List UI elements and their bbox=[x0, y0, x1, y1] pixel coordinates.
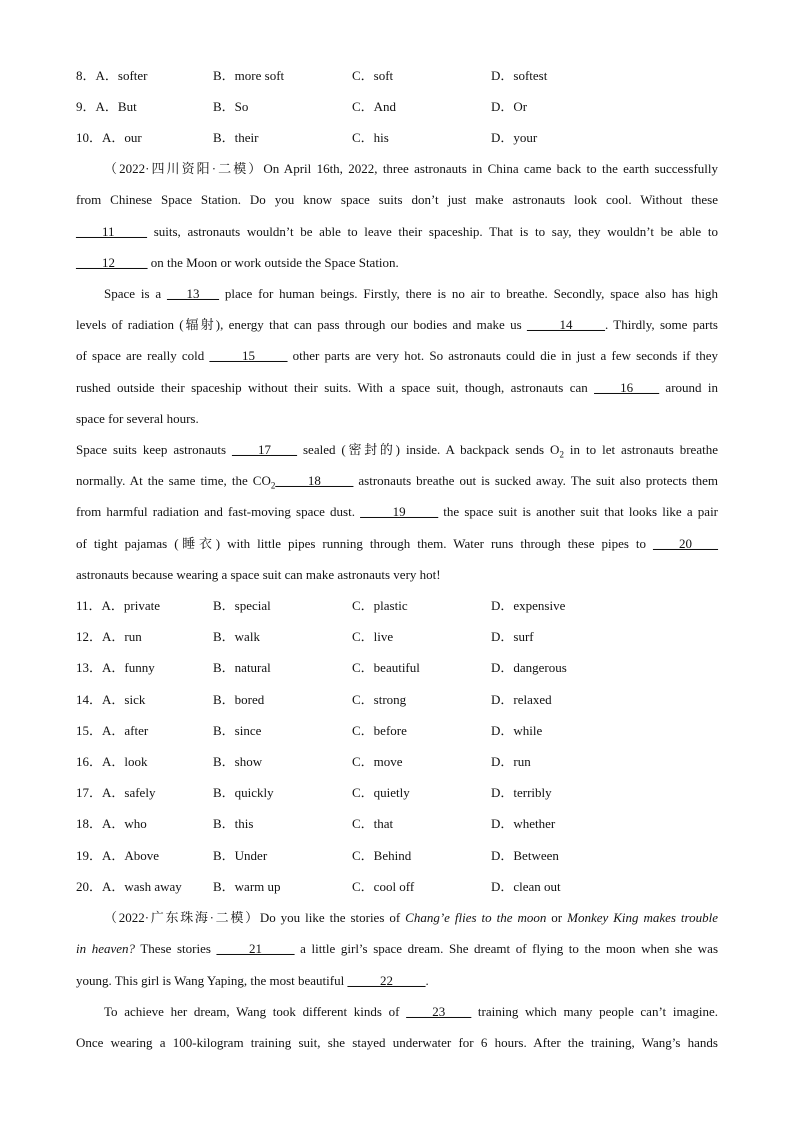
option-c: C．beautiful bbox=[352, 660, 420, 675]
passage3-line: in heaven? These stories _____21_____ a little girl’s space dream. She dreamt of flying to the moon when she was bbox=[76, 941, 719, 956]
option-d: D．relaxed bbox=[491, 692, 552, 707]
option-d: D．dangerous bbox=[491, 660, 567, 675]
blank-15[interactable]: _____15_____ bbox=[209, 348, 288, 363]
option-c: C．Behind bbox=[352, 848, 412, 863]
option-a: 20．A．wash away bbox=[76, 879, 182, 894]
option-c: C．his bbox=[352, 130, 389, 145]
option-d: D．Or bbox=[491, 99, 528, 114]
option-b: B．more soft bbox=[213, 68, 285, 83]
option-d: D．surf bbox=[491, 629, 534, 644]
option-c: C．live bbox=[352, 629, 394, 644]
passage2-line: levels of radiation (辐射), energy that can pass through our bodies and make us _____14_____. Thirdly, some parts bbox=[76, 317, 718, 332]
option-a: 8．A．softer bbox=[76, 68, 148, 83]
passage2-line: space for several hours. bbox=[76, 411, 199, 426]
option-b: B．since bbox=[213, 723, 262, 738]
option-c: C．move bbox=[352, 754, 403, 769]
option-a: 15．A．after bbox=[76, 723, 149, 738]
passage3-line: To achieve her dream, Wang took different kinds of ____23____ training which many people can’t imagine. bbox=[104, 1004, 718, 1019]
option-d: D．terribly bbox=[491, 785, 552, 800]
blank-20[interactable]: ____20____ bbox=[653, 536, 718, 551]
option-b: B．bored bbox=[213, 692, 265, 707]
option-d: D．whether bbox=[491, 816, 556, 831]
passage2-line: of space are really cold _____15_____ other parts are very hot. So astronauts could die in just a few seconds if they bbox=[76, 348, 718, 363]
blank-22[interactable]: _____22_____ bbox=[347, 973, 426, 988]
option-b: B．Under bbox=[213, 848, 268, 863]
passage2-line: rushed outside their spaceship without their suits. With a space suit, though, astronauts can ____16____ around in bbox=[76, 380, 718, 395]
passage2-line: of tight pajamas (睡衣) with little pipes running through them. Water runs through these pipes to ____20____ bbox=[76, 536, 718, 551]
option-a: 19．A．Above bbox=[76, 848, 160, 863]
option-a: 12．A．run bbox=[76, 629, 142, 644]
blank-11[interactable]: ____11_____ bbox=[76, 224, 148, 239]
option-d: D．Between bbox=[491, 848, 559, 863]
option-d: D．softest bbox=[491, 68, 548, 83]
passage2-line: from harmful radiation and fast-moving space dust. _____19_____ the space suit is another suit that looks like a pair bbox=[76, 504, 719, 519]
passage2-line: ____12_____ on the Moon or work outside the Space Station. bbox=[76, 255, 399, 270]
option-d: D．clean out bbox=[491, 879, 561, 894]
option-a: 11．A．private bbox=[76, 598, 161, 613]
option-a: 13．A．funny bbox=[76, 660, 155, 675]
passage3-line: （2022·广东珠海·二模）Do you like the stories of Chang’e flies to the moon or Monkey King makes trouble bbox=[104, 910, 718, 925]
option-a: 14．A．sick bbox=[76, 692, 146, 707]
option-d: D．expensive bbox=[491, 598, 566, 613]
option-d: D．while bbox=[491, 723, 543, 738]
option-c: C．strong bbox=[352, 692, 407, 707]
option-b: B．walk bbox=[213, 629, 260, 644]
blank-14[interactable]: _____14_____ bbox=[526, 317, 605, 332]
option-c: C．plastic bbox=[352, 598, 408, 613]
blank-17[interactable]: ____17____ bbox=[232, 442, 298, 457]
blank-16[interactable]: ____16____ bbox=[594, 380, 660, 395]
option-a: 10．A．our bbox=[76, 130, 142, 145]
blank-18[interactable]: _____18_____ bbox=[275, 473, 354, 488]
option-b: B．their bbox=[213, 130, 259, 145]
option-b: B．natural bbox=[213, 660, 271, 675]
blank-12[interactable]: ____12_____ bbox=[76, 255, 148, 270]
option-b: B．quickly bbox=[213, 785, 274, 800]
option-c: C．And bbox=[352, 99, 397, 114]
passage2-line: ____11_____ suits, astronauts wouldn’t be able to leave their spaceship. That is to say, they wouldn’t be able to bbox=[76, 224, 718, 239]
blank-21[interactable]: _____21_____ bbox=[216, 941, 295, 956]
option-c: C．cool off bbox=[352, 879, 415, 894]
passage2-line: Space is a ___13___ place for human beings. Firstly, there is no air to breathe. Secondly, space also has high bbox=[104, 286, 719, 301]
option-b: B．special bbox=[213, 598, 271, 613]
passage2-line: （2022·四川资阳·二模）On April 16th, 2022, three astronauts in China came back to the earth successfully bbox=[104, 161, 718, 176]
option-c: C．that bbox=[352, 816, 394, 831]
passage3-line: young. This girl is Wang Yaping, the most beautiful _____22_____. bbox=[76, 973, 429, 988]
option-a: 17．A．safely bbox=[76, 785, 156, 800]
option-d: D．run bbox=[491, 754, 531, 769]
passage2-line: astronauts because wearing a space suit can make astronauts very hot! bbox=[76, 567, 441, 582]
option-b: B．this bbox=[213, 816, 254, 831]
blank-19[interactable]: _____19_____ bbox=[360, 504, 439, 519]
passage3-line: Once wearing a 100-kilogram training suit, she stayed underwater for 6 hours. After the training, Wang’s hands bbox=[76, 1035, 718, 1050]
passage2-line: Space suits keep astronauts ____17____ sealed (密封的) inside. A backpack sends $O_2$ in to let astronauts breathe bbox=[76, 442, 718, 460]
option-a: 9．A．But bbox=[76, 99, 137, 114]
passage2-line: from Chinese Space Station. Do you know space suits don’t just make astronauts look cool. Without these bbox=[76, 192, 718, 207]
option-b: B．So bbox=[213, 99, 249, 114]
option-c: C．quietly bbox=[352, 785, 410, 800]
option-d: D．your bbox=[491, 130, 538, 145]
option-b: B．show bbox=[213, 754, 263, 769]
passage2-line: normally. At the same time, the $CO_2\_\_\_\_\_18\_\_\_\_\_$ astronauts breathe out is sucked away. The suit also protects them bbox=[76, 473, 718, 491]
blank-13[interactable]: ___13___ bbox=[167, 286, 220, 301]
option-a: 16．A．look bbox=[76, 754, 148, 769]
option-c: C．before bbox=[352, 723, 407, 738]
option-c: C．soft bbox=[352, 68, 394, 83]
option-b: B．warm up bbox=[213, 879, 281, 894]
blank-23[interactable]: ____23____ bbox=[406, 1004, 472, 1019]
option-a: 18．A．who bbox=[76, 816, 147, 831]
